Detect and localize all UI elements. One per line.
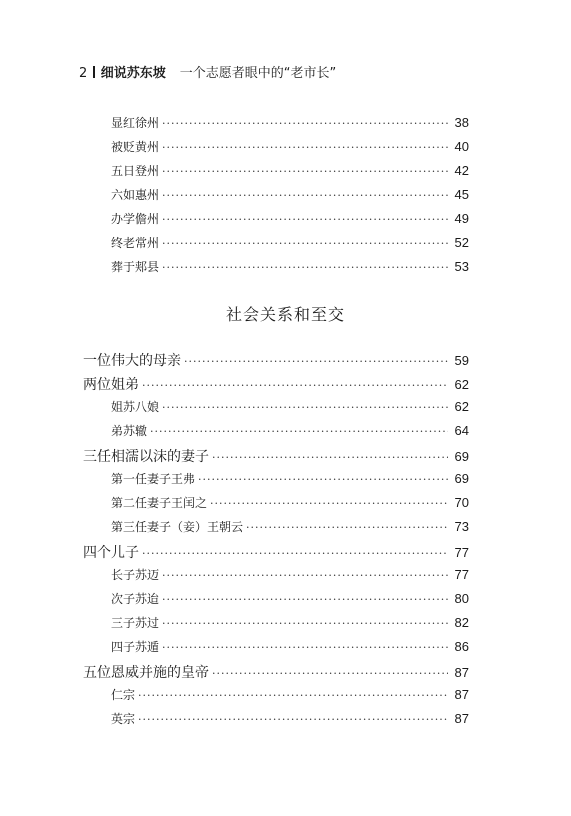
toc-entry-title: 四个儿子 bbox=[83, 545, 139, 561]
toc-chapter[interactable] bbox=[83, 350, 469, 370]
dot-leader bbox=[162, 165, 448, 178]
toc-entry-page: 62 bbox=[454, 399, 469, 414]
toc-entry[interactable] bbox=[111, 422, 469, 439]
toc-entry-page: 62 bbox=[454, 377, 469, 392]
book-title: 细说苏东坡 bbox=[100, 66, 166, 81]
toc-entry-title: 弟苏辙 bbox=[111, 424, 148, 438]
dot-leader bbox=[162, 617, 448, 630]
toc-entry-title: 五日登州 bbox=[111, 164, 160, 178]
toc-entry[interactable] bbox=[111, 710, 469, 727]
page-number: 2 bbox=[79, 66, 88, 81]
toc-entry[interactable] bbox=[111, 638, 469, 655]
toc-entry-title: 第三任妻子（妾）王朝云 bbox=[111, 520, 244, 534]
toc-chapter[interactable] bbox=[83, 542, 469, 562]
toc-entry-page: 59 bbox=[454, 353, 469, 368]
dot-leader bbox=[162, 401, 448, 414]
toc-entry[interactable] bbox=[111, 494, 469, 511]
toc-entry-title: 英宗 bbox=[111, 712, 136, 726]
toc-entry-page: 69 bbox=[454, 471, 469, 486]
dot-leader bbox=[212, 667, 448, 680]
dot-leader bbox=[142, 379, 448, 392]
toc-entry-page: 87 bbox=[454, 711, 469, 726]
toc-entry-page: 45 bbox=[454, 187, 469, 202]
toc-entry-page: 77 bbox=[454, 545, 469, 560]
dot-leader bbox=[150, 425, 448, 438]
toc-entry-title: 五位恩威并施的皇帝 bbox=[83, 665, 209, 681]
dot-leader bbox=[162, 593, 448, 606]
toc-chapter[interactable] bbox=[83, 446, 469, 466]
toc-entry-page: 64 bbox=[454, 423, 469, 438]
toc-entry-page: 38 bbox=[454, 115, 469, 130]
dot-leader bbox=[162, 261, 448, 274]
toc-entry-page: 49 bbox=[454, 211, 469, 226]
toc-entry[interactable] bbox=[111, 686, 469, 703]
toc-entry-page: 73 bbox=[454, 519, 469, 534]
dot-leader bbox=[162, 189, 448, 202]
toc-entry-title: 葬于郏县 bbox=[111, 260, 160, 274]
toc-entry-page: 77 bbox=[454, 567, 469, 582]
dot-leader bbox=[212, 451, 448, 464]
toc-entry-title: 第一任妻子王弗 bbox=[111, 472, 196, 486]
toc-entry-page: 87 bbox=[454, 687, 469, 702]
toc-entry-page: 87 bbox=[454, 665, 469, 680]
toc-entry-page: 52 bbox=[454, 235, 469, 250]
toc-entry-page: 69 bbox=[454, 449, 469, 464]
toc-entry[interactable] bbox=[111, 258, 469, 275]
toc-entry-title: 三任相濡以沫的妻子 bbox=[83, 449, 209, 465]
header-divider bbox=[93, 66, 95, 78]
dot-leader bbox=[162, 641, 448, 654]
toc-entry-title: 长子苏迈 bbox=[111, 568, 160, 582]
toc-entry[interactable] bbox=[111, 114, 469, 131]
toc-entry-title: 第二任妻子王闰之 bbox=[111, 496, 208, 510]
toc-entry-page: 86 bbox=[454, 639, 469, 654]
toc-entry-title: 一位伟大的母亲 bbox=[83, 353, 181, 369]
dot-leader bbox=[142, 547, 448, 560]
dot-leader bbox=[162, 569, 448, 582]
toc-entry[interactable] bbox=[111, 566, 469, 583]
toc-entry-title: 六如惠州 bbox=[111, 188, 160, 202]
dot-leader bbox=[162, 141, 448, 154]
toc-chapter[interactable] bbox=[83, 662, 469, 682]
toc-entry-title: 姐苏八娘 bbox=[111, 400, 160, 414]
toc-entry-page: 70 bbox=[454, 495, 469, 510]
toc-entry[interactable] bbox=[111, 162, 469, 179]
section-heading: 社会关系和至交 bbox=[225, 305, 345, 324]
toc-entry[interactable] bbox=[111, 518, 469, 535]
book-subtitle: 一个志愿者眼中的“老市长” bbox=[179, 66, 337, 81]
dot-leader bbox=[162, 213, 448, 226]
toc-entry[interactable] bbox=[111, 210, 469, 227]
toc-chapter[interactable] bbox=[83, 374, 469, 394]
toc-entry-title: 仁宗 bbox=[111, 688, 136, 702]
toc-entry-page: 53 bbox=[454, 259, 469, 274]
dot-leader bbox=[198, 473, 448, 486]
toc-entry[interactable] bbox=[111, 138, 469, 155]
dot-leader bbox=[138, 713, 448, 726]
toc-entry-page: 40 bbox=[454, 139, 469, 154]
toc-entry-title: 四子苏遁 bbox=[111, 640, 160, 654]
toc-entry[interactable] bbox=[111, 186, 469, 203]
dot-leader bbox=[246, 521, 448, 534]
toc-entry-title: 次子苏迨 bbox=[111, 592, 160, 606]
toc-entry-page: 80 bbox=[454, 591, 469, 606]
toc-entry-title: 显红徐州 bbox=[111, 116, 160, 130]
dot-leader bbox=[162, 117, 448, 130]
dot-leader bbox=[210, 497, 448, 510]
toc-entry-title: 办学儋州 bbox=[111, 212, 160, 226]
dot-leader bbox=[184, 355, 448, 368]
toc-entry[interactable] bbox=[111, 234, 469, 251]
toc-entry[interactable] bbox=[111, 470, 469, 487]
toc-entry-title: 被贬黄州 bbox=[111, 140, 160, 154]
dot-leader bbox=[162, 237, 448, 250]
toc-entry-page: 42 bbox=[454, 163, 469, 178]
toc-entry[interactable] bbox=[111, 398, 469, 415]
toc-entry[interactable] bbox=[111, 614, 469, 631]
dot-leader bbox=[138, 689, 448, 702]
running-header bbox=[79, 62, 336, 81]
toc-entry[interactable] bbox=[111, 590, 469, 607]
toc-entry-title: 三子苏过 bbox=[111, 616, 160, 630]
toc-entry-title: 终老常州 bbox=[111, 236, 160, 250]
toc-entry-page: 82 bbox=[454, 615, 469, 630]
toc-entry-title: 两位姐弟 bbox=[83, 377, 139, 393]
